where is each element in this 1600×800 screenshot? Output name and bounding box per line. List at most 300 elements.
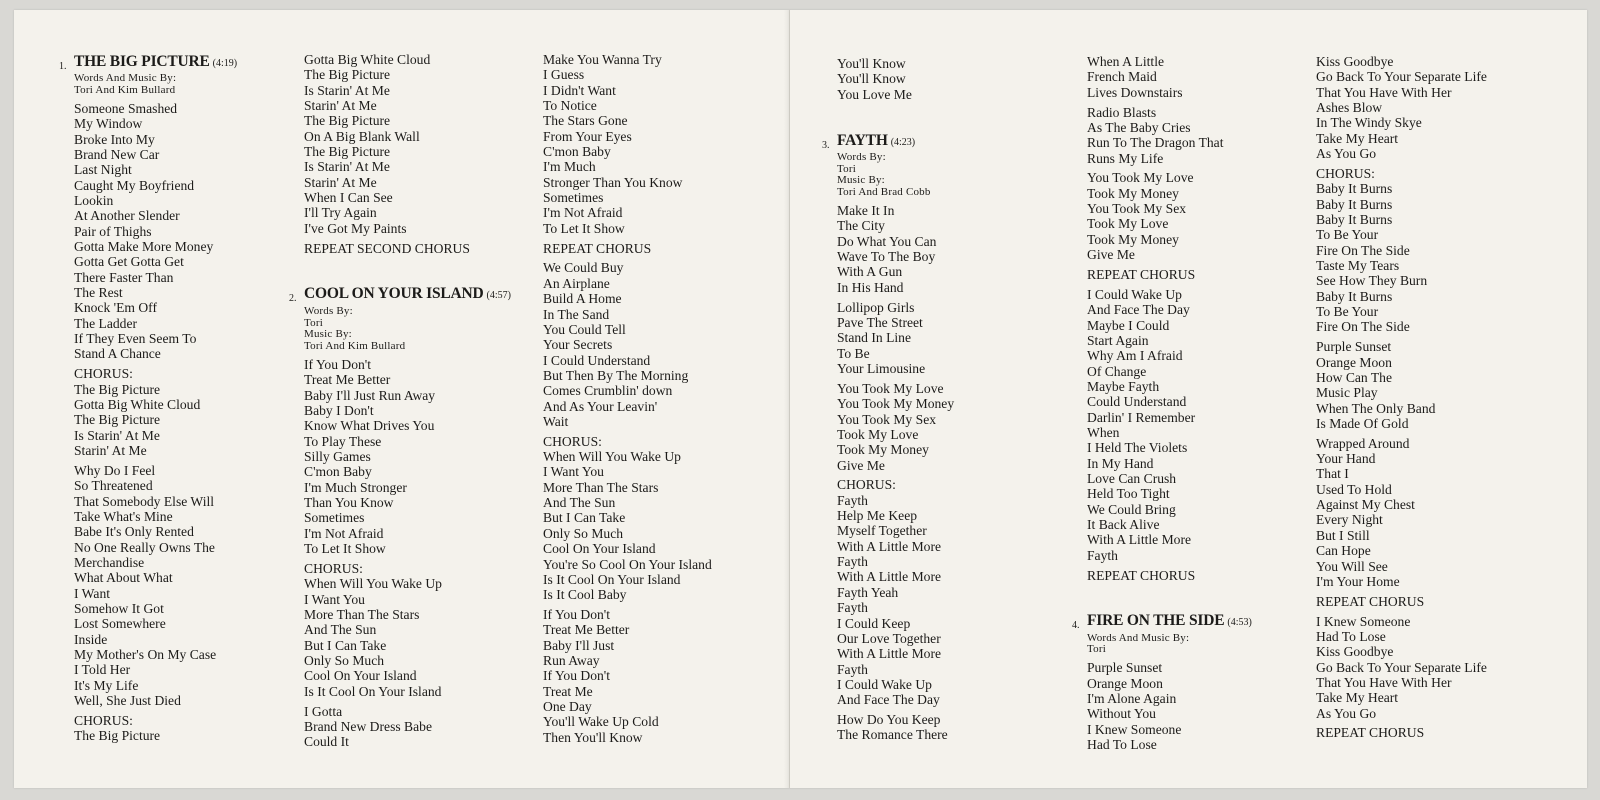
lyric-line: Maybe Fayth — [1087, 378, 1160, 394]
lyric-stanza — [304, 52, 511, 236]
credit-line: Words By: — [304, 304, 353, 317]
lyric-line: We Could Bring — [1087, 501, 1176, 517]
lyric-line: And Face The Day — [837, 692, 940, 708]
song-credits — [837, 152, 954, 199]
lyric-line: I Didn't Want — [543, 82, 616, 98]
lyric-line: You Took My Love — [837, 380, 944, 396]
lyric-line: To Play These — [304, 433, 382, 449]
lyric-line: Fayth — [837, 600, 868, 616]
lyric-line: Our Love Together — [837, 630, 941, 646]
lyric-line: I Knew Someone — [1316, 613, 1411, 629]
lyric-line: Lookin — [74, 193, 114, 208]
lyric-line: Can Hope — [1316, 543, 1371, 559]
lyric-line: The Big Picture — [74, 381, 161, 397]
lyric-stanza — [543, 241, 712, 256]
lyric-stanza — [1316, 725, 1487, 740]
stanza-spacer — [543, 745, 712, 750]
lyrics-column — [1072, 54, 1252, 757]
lyric-line: With A Little More — [837, 538, 942, 554]
lyric-line: I Guess — [543, 67, 585, 83]
lyric-line: CHORUS: — [74, 366, 133, 382]
lyric-line: My Window — [74, 116, 143, 132]
lyric-line: Gotta Big White Cloud — [74, 396, 201, 412]
lyric-line: Is Starin' At Me — [304, 82, 390, 98]
lyric-line: I'll Try Again — [304, 205, 377, 221]
lyric-line: Took My Love — [1087, 216, 1169, 232]
lyric-line: Every Night — [1316, 512, 1383, 528]
lyric-line: You Took My Love — [1087, 170, 1194, 186]
lyric-line: The Romance There — [837, 727, 948, 743]
lyric-line: Stand In Line — [837, 330, 911, 346]
lyric-line: Music Play — [1316, 385, 1378, 401]
credit-line: Words And Music By: — [1087, 631, 1190, 644]
lyric-line: Baby It Burns — [1316, 211, 1393, 227]
lyric-line: Inside — [74, 631, 108, 647]
lyric-line: Against My Chest — [1316, 497, 1415, 513]
lyric-line: More Than The Stars — [304, 607, 420, 622]
lyric-line: Runs My Life — [1087, 150, 1164, 166]
song-duration: (4:19) — [212, 58, 238, 69]
lyric-line: If You Don't — [543, 668, 611, 684]
lyric-line: CHORUS: — [1316, 165, 1375, 181]
lyric-stanza — [74, 463, 237, 709]
lyric-line: No One Really Owns The — [74, 539, 215, 555]
song-title: COOL ON YOUR ISLAND — [304, 285, 484, 303]
lyric-line: Ashes Blow — [1316, 100, 1383, 116]
lyric-line: Gotta Get Gotta Get — [74, 254, 184, 270]
lyric-line: It's My Life — [74, 677, 139, 693]
lyric-line: More Than The Stars — [543, 479, 659, 495]
song-spacer — [1087, 587, 1252, 613]
lyric-line: I Could Understand — [543, 352, 651, 368]
lyric-line: Broke Into My — [74, 131, 155, 147]
lyrics-column — [289, 52, 511, 754]
lyric-line: My Mother's On My Case — [74, 646, 217, 662]
lyric-line: The Big Picture — [304, 67, 391, 83]
lyric-line: Maybe I Could — [1087, 317, 1170, 333]
lyric-line: The Big Picture — [74, 728, 161, 744]
right-page — [790, 10, 1587, 788]
lyric-line: And Face The Day — [1087, 302, 1190, 318]
lyric-line: There Faster Than — [74, 269, 174, 285]
lyric-line: Only So Much — [304, 653, 385, 669]
song-title: FAYTH — [837, 131, 888, 149]
lyric-line: Is Starin' At Me — [304, 159, 390, 175]
lyric-line: Baby I Don't — [304, 403, 374, 419]
lyric-line: REPEAT CHORUS — [1316, 725, 1425, 741]
lyric-stanza — [1087, 568, 1252, 583]
lyric-line: REPEAT CHORUS — [543, 240, 652, 256]
lyric-line: What About What — [74, 570, 173, 586]
lyric-line: See How They Burn — [1316, 273, 1428, 289]
song-title-row — [289, 285, 511, 305]
lyric-line: I Want You — [543, 464, 604, 480]
lyric-line: Run To The Dragon That — [1087, 135, 1224, 151]
lyric-line: If You Don't — [543, 607, 611, 623]
lyric-stanza — [837, 203, 954, 295]
lyric-line: I'm Much — [543, 159, 596, 175]
lyric-line: How Can The — [1316, 369, 1393, 385]
lyric-line: Fayth — [837, 554, 868, 570]
track-number: 3. — [822, 139, 830, 151]
lyric-line: I'm Alone Again — [1087, 690, 1177, 706]
lyric-line: Wrapped Around — [1316, 435, 1410, 451]
lyric-line: Took My Money — [1087, 185, 1179, 201]
lyric-line: In His Hand — [837, 279, 904, 295]
lyric-line: You'll Know — [837, 56, 906, 71]
lyric-line: Help Me Keep — [837, 508, 918, 524]
lyric-line: When Will You Wake Up — [304, 576, 442, 592]
lyric-line: You Love Me — [837, 86, 912, 102]
lyric-stanza — [543, 260, 712, 429]
lyric-line: Give Me — [1087, 247, 1135, 263]
lyric-line: You're So Cool On Your Island — [543, 556, 712, 572]
lyric-stanza — [1087, 660, 1252, 752]
lyric-line: Could Understand — [1087, 394, 1187, 410]
lyric-line: To Let It Show — [304, 541, 386, 557]
lyric-line: Then You'll Know — [543, 729, 643, 745]
lyric-line: Stand A Chance — [74, 346, 161, 362]
lyric-line: When The Only Band — [1316, 400, 1436, 416]
song-spacer — [837, 107, 954, 133]
lyric-line: And The Sun — [543, 495, 616, 511]
lyric-line: To Be Your — [1316, 304, 1379, 319]
lyric-line: Without You — [1087, 706, 1156, 722]
lyric-line: But Then By The Morning — [543, 367, 689, 383]
lyric-line: I Knew Someone — [1087, 721, 1182, 737]
lyric-stanza — [304, 241, 511, 256]
song-title-row — [822, 131, 954, 151]
lyric-line: If You Don't — [304, 357, 372, 372]
lyric-line: Stronger Than You Know — [543, 174, 683, 190]
lyric-line: Sometimes — [543, 190, 604, 206]
lyric-line: Know What Drives You — [304, 418, 435, 434]
lyric-line: Starin' At Me — [304, 174, 377, 190]
credit-line: Tori And Kim Bullard — [304, 340, 406, 353]
lyric-line: Take My Heart — [1316, 690, 1399, 706]
lyric-line: Lollipop Girls — [837, 299, 915, 315]
lyric-line: C'mon Baby — [543, 144, 611, 160]
lyric-line: Take My Heart — [1316, 130, 1399, 146]
lyric-stanza — [543, 434, 712, 603]
lyric-line: Run Away — [543, 653, 600, 669]
lyric-line: Somehow It Got — [74, 600, 164, 616]
lyric-line: Fayth — [837, 492, 868, 508]
lyric-stanza — [1316, 594, 1487, 609]
lyric-line: Why Do I Feel — [74, 462, 156, 478]
track-number: 4. — [1072, 620, 1080, 632]
lyric-line: Comes Crumblin' down — [543, 383, 673, 399]
lyric-line: Give Me — [837, 457, 885, 473]
lyric-line: Start Again — [1087, 332, 1149, 348]
lyric-line: I Could Wake Up — [1087, 286, 1182, 302]
lyric-stanza — [304, 357, 511, 556]
lyric-line: Silly Games — [304, 449, 371, 465]
lyric-line: At Another Slender — [74, 208, 180, 224]
lyric-line: Lives Downstairs — [1087, 84, 1183, 100]
lyric-line: So Threatened — [74, 478, 153, 494]
lyric-stanza — [1087, 170, 1252, 262]
lyric-line: I'm Your Home — [1316, 573, 1400, 589]
lyric-line: Could It — [304, 734, 349, 750]
lyric-line: Fire On The Side — [1316, 319, 1410, 335]
song-credits — [1087, 633, 1252, 657]
lyric-line: Your Hand — [1316, 451, 1376, 467]
lyric-line: CHORUS: — [304, 560, 363, 576]
lyric-line: Radio Blasts — [1087, 104, 1157, 120]
song-duration: (4:57) — [486, 290, 511, 302]
lyric-line: The Big Picture — [304, 144, 391, 160]
credit-line: Tori And Kim Bullard — [74, 84, 176, 97]
credit-line: Tori — [1087, 643, 1106, 656]
lyric-line: Take What's Mine — [74, 508, 173, 524]
lyric-line: Starin' At Me — [304, 98, 377, 114]
lyric-line: Well, She Just Died — [74, 693, 181, 708]
lyric-line: Merchandise — [74, 554, 145, 570]
lyric-line: Kiss Goodbye — [1316, 644, 1394, 660]
lyric-line: You Took My Sex — [1087, 201, 1187, 217]
lyric-line: I've Got My Paints — [304, 220, 407, 236]
song-credits — [74, 73, 237, 97]
lyric-stanza — [1316, 614, 1487, 721]
lyric-line: I Could Wake Up — [837, 676, 932, 692]
lyric-line: With A Little More — [837, 646, 942, 662]
stanza-spacer — [837, 743, 954, 748]
lyric-stanza — [74, 366, 237, 458]
credit-line: Tori And Brad Cobb — [837, 186, 931, 199]
lyric-line: I Want You — [304, 591, 365, 607]
lyric-line: Purple Sunset — [1087, 660, 1163, 676]
lyric-line: Your Limousine — [837, 361, 926, 376]
credit-line: Tori — [304, 316, 323, 329]
lyric-line: The Big Picture — [304, 113, 391, 129]
lyric-line: As The Baby Cries — [1087, 119, 1191, 135]
lyric-line: Gotta Make More Money — [74, 239, 214, 255]
lyric-line: CHORUS: — [74, 712, 133, 728]
lyric-line: Wave To The Boy — [837, 249, 936, 265]
lyric-stanza — [1316, 339, 1487, 431]
lyric-stanza — [543, 607, 712, 745]
lyric-line: As You Go — [1316, 705, 1377, 721]
lyric-line: Make You Wanna Try — [543, 52, 662, 67]
lyric-line: Your Secrets — [543, 337, 613, 353]
lyric-stanza — [837, 300, 954, 377]
track-number: 2. — [289, 293, 297, 305]
lyric-line: Knock 'Em Off — [74, 300, 157, 316]
song-title-row — [59, 53, 238, 72]
lyrics-column — [543, 52, 712, 750]
lyric-line: Gotta Big White Cloud — [304, 52, 431, 67]
song-title: THE BIG PICTURE — [74, 53, 210, 70]
credit-line: Words And Music By: — [74, 72, 177, 85]
lyric-line: One Day — [543, 699, 592, 715]
lyric-line: French Maid — [1087, 69, 1157, 85]
lyric-line: Do What You Can — [837, 233, 937, 249]
lyric-line: But I Can Take — [543, 510, 626, 526]
lyric-line: I'm Not Afraid — [543, 205, 623, 221]
lyric-line: Orange Moon — [1087, 675, 1163, 691]
lyric-line: You Will See — [1316, 558, 1388, 574]
lyric-stanza — [1087, 287, 1252, 563]
lyric-line: But I Still — [1316, 527, 1370, 543]
lyric-line: The Rest — [74, 285, 123, 301]
lyric-line: That I — [1316, 466, 1349, 482]
lyric-line: Only So Much — [543, 525, 624, 541]
lyric-line: Brand New Dress Babe — [304, 718, 432, 734]
lyric-stanza — [1087, 267, 1252, 282]
lyric-stanza — [837, 56, 954, 102]
lyric-line: Took My Money — [1087, 231, 1179, 247]
lyric-line: The Big Picture — [74, 412, 161, 428]
lyric-line: The City — [837, 218, 885, 234]
lyric-line: REPEAT CHORUS — [1087, 567, 1196, 583]
lyric-line: Took My Money — [837, 442, 929, 458]
stanza-spacer — [1087, 752, 1252, 757]
lyric-line: Someone Smashed — [74, 100, 178, 116]
lyric-line: It Back Alive — [1087, 516, 1160, 532]
lyric-line: Go Back To Your Separate Life — [1316, 69, 1487, 85]
lyrics-column — [822, 56, 955, 747]
lyric-line: Baby I'll Just Run Away — [304, 387, 436, 403]
lyric-stanza — [837, 381, 954, 473]
lyric-line: To Let It Show — [543, 220, 625, 236]
lyric-line: Cool On Your Island — [543, 541, 656, 557]
lyric-line: With A Little More — [837, 569, 942, 585]
song-duration: (4:23) — [890, 136, 916, 148]
lyric-line: When Will You Wake Up — [543, 449, 681, 465]
lyric-line: In The Windy Skye — [1316, 115, 1422, 131]
lyric-line: Orange Moon — [1316, 354, 1392, 370]
lyric-stanza — [1316, 436, 1487, 589]
lyric-stanza — [837, 477, 954, 707]
lyric-line: Go Back To Your Separate Life — [1316, 659, 1487, 675]
lyric-line: Baby It Burns — [1316, 181, 1393, 197]
lyrics-column — [59, 53, 238, 748]
lyric-line: We Could Buy — [543, 260, 624, 276]
lyric-line: And As Your Leavin' — [543, 398, 658, 414]
lyric-line: Used To Hold — [1316, 481, 1392, 497]
stanza-spacer — [304, 750, 511, 755]
lyric-line: Baby I'll Just — [543, 637, 615, 653]
lyric-line: Is It Cool Baby — [543, 587, 627, 603]
lyric-line: But I Can Take — [304, 637, 387, 653]
lyric-line: To Be — [837, 345, 870, 361]
song-credits — [304, 306, 511, 353]
lyric-line: In The Sand — [543, 306, 610, 322]
lyric-line: I'm Not Afraid — [304, 525, 384, 541]
lyric-line: CHORUS: — [837, 477, 896, 493]
lyric-line: On A Big Blank Wall — [304, 128, 420, 144]
lyric-line: With A Little More — [1087, 532, 1192, 548]
lyric-line: That You Have With Her — [1316, 674, 1452, 690]
lyric-line: Of Change — [1087, 363, 1147, 379]
credit-line: Music By: — [837, 174, 885, 187]
left-page — [14, 10, 790, 788]
lyric-stanza — [543, 52, 712, 236]
lyric-stanza — [74, 101, 237, 362]
lyric-line: The Ladder — [74, 315, 138, 331]
lyric-line: That Somebody Else Will — [74, 493, 215, 509]
lyric-line: Why Am I Afraid — [1087, 348, 1183, 364]
lyric-line: To Be Your — [1316, 227, 1379, 243]
lyric-stanza — [304, 704, 511, 750]
lyric-line: In My Hand — [1087, 455, 1154, 471]
lyric-line: Myself Together — [837, 523, 927, 539]
lyric-line: If They Even Seem To — [74, 331, 197, 347]
lyric-line: You Could Tell — [543, 321, 626, 337]
credit-line: Music By: — [304, 328, 352, 341]
song-duration: (4:53) — [1227, 617, 1252, 629]
lyric-line: I Gotta — [304, 703, 343, 719]
lyric-line: Kiss Goodbye — [1316, 54, 1394, 69]
lyrics-column — [1316, 54, 1487, 745]
lyric-line: Last Night — [74, 162, 132, 178]
lyric-line: Wait — [543, 413, 569, 429]
lyric-line: Took My Love — [837, 426, 919, 442]
lyric-line: REPEAT CHORUS — [1087, 266, 1196, 282]
lyric-line: Cool On Your Island — [304, 668, 417, 684]
lyric-line: And The Sun — [304, 622, 377, 638]
lyric-line: I Could Keep — [837, 615, 911, 631]
stanza-spacer — [74, 744, 237, 749]
lyric-line: Is Starin' At Me — [74, 427, 160, 443]
lyric-line: Starin' At Me — [74, 443, 147, 458]
lyric-stanza — [1087, 105, 1252, 166]
lyric-stanza — [837, 712, 954, 743]
lyric-line: Pave The Street — [837, 314, 923, 330]
lyric-line: Treat Me — [543, 683, 593, 699]
lyric-line: Love Can Crush — [1087, 470, 1177, 486]
lyric-line: Caught My Boyfriend — [74, 177, 195, 193]
lyric-line: When A Little — [1087, 54, 1165, 69]
lyric-line: REPEAT CHORUS — [1316, 593, 1425, 609]
lyric-line: Purple Sunset — [1316, 339, 1392, 355]
lyric-line: Brand New Car — [74, 146, 160, 162]
lyric-line: You Took My Money — [837, 396, 955, 412]
lyric-line: From Your Eyes — [543, 128, 632, 144]
lyric-line: Treat Me Better — [543, 622, 630, 638]
lyric-line: Fayth — [1087, 547, 1118, 563]
lyric-stanza — [1316, 166, 1487, 335]
lyric-line: Held Too Tight — [1087, 486, 1170, 502]
lyric-line: I Told Her — [74, 662, 131, 678]
lyric-line: Fayth — [837, 661, 868, 677]
lyric-stanza — [74, 713, 237, 744]
credit-line: Tori — [837, 162, 856, 175]
lyric-line: REPEAT SECOND CHORUS — [304, 240, 470, 256]
lyric-line: You'll Know — [837, 71, 906, 87]
lyric-line: Baby It Burns — [1316, 288, 1393, 304]
lyric-line: Make It In — [837, 203, 895, 219]
lyric-line: With A Gun — [837, 264, 903, 280]
lyric-line: When I Can See — [304, 190, 393, 206]
lyric-line: Sometimes — [304, 510, 365, 526]
lyric-line: Lost Somewhere — [74, 616, 166, 632]
lyric-line: As You Go — [1316, 146, 1377, 162]
lyric-line: An Airplane — [543, 275, 610, 291]
lyric-line: Pair of Thighs — [74, 223, 152, 239]
lyric-line: Baby It Burns — [1316, 196, 1393, 212]
song-title: FIRE ON THE SIDE — [1087, 612, 1225, 630]
lyric-line: The Stars Gone — [543, 113, 628, 129]
lyric-line: Build A Home — [543, 291, 622, 307]
lyric-line: CHORUS: — [543, 433, 602, 449]
track-number: 1. — [59, 61, 67, 72]
song-spacer — [304, 260, 511, 286]
lyric-line: Is Made Of Gold — [1316, 415, 1409, 431]
lyric-line: To Notice — [543, 98, 597, 114]
song-title-row — [1072, 612, 1252, 632]
